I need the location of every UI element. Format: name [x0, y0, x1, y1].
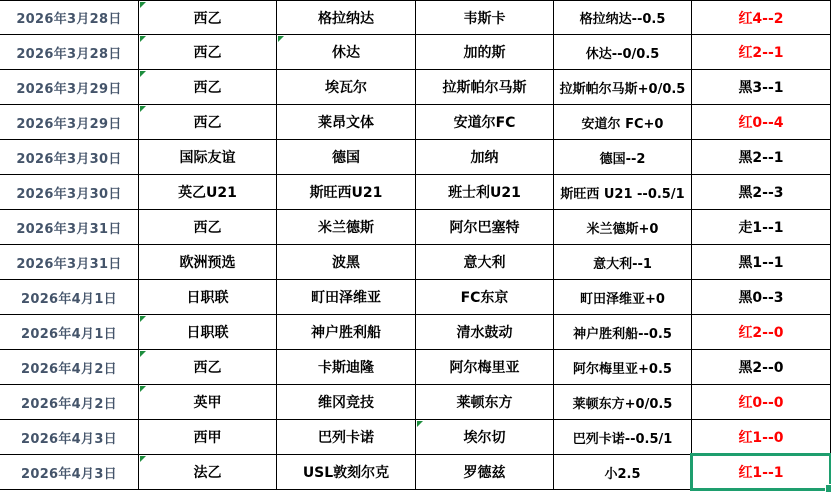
cell-result[interactable]: [692, 210, 831, 245]
cell-handicap[interactable]: [554, 35, 692, 70]
cell-text: 米兰德斯: [318, 220, 374, 236]
cell-text: 斯旺西U21: [309, 185, 383, 201]
cell-text: 西乙: [193, 220, 222, 236]
cell-text: 西乙: [193, 360, 222, 376]
cell-text: 拉斯帕尔马斯: [442, 80, 527, 96]
cell-league[interactable]: [139, 175, 277, 210]
cell-date[interactable]: [0, 0, 139, 35]
cell-text: 休达--0/0.5: [585, 46, 660, 62]
cell-text: 黑2--3: [738, 185, 784, 201]
cell-text: 町田泽维亚: [311, 290, 381, 306]
cell-league[interactable]: [139, 105, 277, 140]
cell-result[interactable]: [692, 140, 831, 175]
cell-handicap[interactable]: [554, 70, 692, 105]
cell-text: 红1--1: [738, 465, 784, 481]
cell-handicap[interactable]: [554, 280, 692, 315]
cell-text: 2026年3月30日: [16, 151, 122, 167]
cell-date[interactable]: [0, 210, 139, 245]
cell-handicap[interactable]: [554, 0, 692, 35]
cell-text: 日职联: [186, 325, 229, 341]
cell-text: 2026年3月31日: [16, 256, 122, 272]
cell-text: 红2--0: [738, 325, 784, 341]
cell-away[interactable]: [416, 315, 554, 350]
cell-date[interactable]: [0, 455, 139, 490]
cell-text: 英乙U21: [178, 185, 237, 201]
cell-home[interactable]: [277, 280, 416, 315]
error-flag-icon: [140, 351, 146, 357]
cell-away[interactable]: [416, 35, 554, 70]
cell-text: USL敦刻尔克: [302, 465, 390, 481]
error-flag-icon: [140, 316, 146, 322]
cell-text: 莱顿东方: [456, 395, 513, 411]
cell-text: 西甲: [193, 430, 222, 446]
cell-text: 黑3--1: [738, 80, 784, 96]
cell-home[interactable]: [277, 70, 416, 105]
cell-league[interactable]: [139, 455, 277, 490]
cell-home[interactable]: [277, 315, 416, 350]
cell-text: 国际友谊: [179, 150, 236, 166]
cell-text: 小2.5: [604, 466, 641, 482]
cell-league[interactable]: [139, 385, 277, 420]
cell-home[interactable]: [277, 385, 416, 420]
cell-text: 格拉纳达: [318, 10, 374, 27]
cell-text: 欧洲预选: [179, 255, 236, 271]
cell-away[interactable]: [416, 350, 554, 385]
cell-home[interactable]: [277, 140, 416, 175]
cell-text: 加的斯: [463, 45, 506, 61]
cell-text: 阿尔梅里亚+0.5: [573, 361, 672, 377]
cell-text: 红4--2: [738, 10, 784, 27]
cell-text: 法乙: [193, 465, 222, 481]
cell-text: 德国: [332, 150, 360, 166]
cell-text: 黑0--3: [738, 290, 784, 306]
cell-league[interactable]: [139, 350, 277, 385]
cell-text: 2026年4月2日: [21, 396, 117, 412]
cell-date[interactable]: [0, 70, 139, 105]
cell-text: 黑2--0: [738, 360, 784, 376]
cell-text: 休达: [332, 45, 360, 61]
error-flag-icon: [140, 106, 146, 112]
cell-handicap[interactable]: [554, 140, 692, 175]
cell-away[interactable]: [416, 140, 554, 175]
cell-result[interactable]: [692, 245, 831, 280]
error-flag-icon: [140, 36, 146, 42]
cell-away[interactable]: [416, 385, 554, 420]
fill-handle[interactable]: [825, 484, 831, 493]
cell-result[interactable]: [692, 0, 831, 35]
cell-text: 意大利: [463, 255, 506, 271]
cell-text: 波黑: [332, 255, 360, 271]
cell-text: 日职联: [186, 290, 229, 306]
error-flag-icon: [278, 36, 284, 42]
selected-cell[interactable]: [692, 455, 831, 490]
cell-text: 黑1--1: [738, 255, 784, 271]
cell-text: 红0--4: [738, 115, 784, 131]
cell-text: 安道尔FC: [453, 115, 516, 131]
cell-text: 巴列卡诺--0.5/1: [572, 431, 673, 447]
cell-result[interactable]: [692, 280, 831, 315]
cell-date[interactable]: [0, 105, 139, 140]
cell-text: 斯旺西 U21 --0.5/1: [560, 186, 685, 202]
cell-result[interactable]: [692, 315, 831, 350]
error-flag-icon: [140, 2, 146, 8]
cell-handicap[interactable]: [554, 210, 692, 245]
cell-result[interactable]: [692, 420, 831, 455]
cell-text: 2026年3月29日: [16, 81, 122, 97]
cell-text: 阿尔梅里亚: [449, 360, 520, 376]
cell-handicap[interactable]: [554, 175, 692, 210]
cell-home[interactable]: [277, 210, 416, 245]
cell-text: 2026年4月3日: [21, 431, 117, 447]
cell-league[interactable]: [139, 140, 277, 175]
cell-text: 黑2--1: [738, 150, 784, 166]
cell-result[interactable]: [692, 385, 831, 420]
cell-handicap[interactable]: [554, 420, 692, 455]
cell-league[interactable]: [139, 315, 277, 350]
cell-text: 拉斯帕尔马斯+0/0.5: [559, 81, 686, 97]
error-flag-icon: [417, 421, 423, 427]
cell-date[interactable]: [0, 245, 139, 280]
cell-text: 英甲: [193, 395, 222, 411]
cell-text: 西乙: [193, 45, 222, 61]
cell-away[interactable]: [416, 245, 554, 280]
cell-home[interactable]: [277, 35, 416, 70]
cell-text: 2026年3月28日: [16, 46, 122, 62]
cell-text: 红0--0: [738, 395, 784, 411]
cell-text: 2026年3月29日: [16, 116, 122, 132]
cell-text: 西乙: [193, 10, 222, 27]
cell-text: 阿尔巴塞特: [449, 220, 520, 236]
cell-date[interactable]: [0, 35, 139, 70]
cell-league[interactable]: [139, 70, 277, 105]
cell-text: 加纳: [470, 150, 499, 166]
cell-home[interactable]: [277, 455, 416, 490]
cell-text: 2026年4月1日: [21, 291, 117, 307]
cell-result[interactable]: [692, 70, 831, 105]
cell-handicap[interactable]: [554, 385, 692, 420]
cell-date[interactable]: [0, 350, 139, 385]
cell-handicap[interactable]: [554, 245, 692, 280]
cell-away[interactable]: [416, 280, 554, 315]
cell-text: 莱昂文体: [318, 115, 374, 131]
cell-handicap[interactable]: [554, 350, 692, 385]
cell-league[interactable]: [139, 0, 277, 35]
cell-home[interactable]: [277, 245, 416, 280]
cell-result[interactable]: [692, 175, 831, 210]
cell-text: 莱顿东方+0/0.5: [572, 396, 673, 412]
cell-text: 维冈竞技: [318, 395, 374, 411]
cell-text: 走1--1: [738, 220, 784, 236]
cell-away[interactable]: [416, 0, 554, 35]
cell-home[interactable]: [277, 175, 416, 210]
cell-text: 2026年4月2日: [21, 361, 117, 377]
cell-text: 神户胜利船--0.5: [573, 326, 672, 342]
cell-league[interactable]: [139, 245, 277, 280]
cell-text: 格拉纳达--0.5: [579, 12, 666, 27]
cell-home[interactable]: [277, 350, 416, 385]
cell-league[interactable]: [139, 35, 277, 70]
cell-result[interactable]: [692, 105, 831, 140]
cell-home[interactable]: [277, 420, 416, 455]
cell-text: 米兰德斯+0: [586, 221, 659, 237]
cell-text: 2026年3月28日: [16, 12, 122, 27]
cell-date[interactable]: [0, 140, 139, 175]
cell-text: 红2--1: [738, 45, 784, 61]
cell-handicap[interactable]: [554, 105, 692, 140]
cell-text: 巴列卡诺: [318, 430, 374, 446]
cell-result[interactable]: [692, 350, 831, 385]
cell-handicap[interactable]: [554, 315, 692, 350]
cell-date[interactable]: [0, 280, 139, 315]
error-flag-icon: [140, 71, 146, 77]
cell-text: 韦斯卡: [463, 10, 506, 27]
cell-date[interactable]: [0, 420, 139, 455]
cell-text: 2026年3月31日: [16, 221, 122, 237]
cell-result[interactable]: [692, 35, 831, 70]
cell-text: 西乙: [193, 80, 222, 96]
cell-text: 德国--2: [599, 151, 646, 167]
cell-text: 罗德兹: [463, 465, 506, 481]
cell-date[interactable]: [0, 385, 139, 420]
cell-away[interactable]: [416, 210, 554, 245]
cell-text: 卡斯迪隆: [318, 360, 374, 376]
cell-text: 2026年4月3日: [21, 466, 117, 482]
cell-away[interactable]: [416, 175, 554, 210]
cell-away[interactable]: [416, 70, 554, 105]
cell-home[interactable]: [277, 105, 416, 140]
cell-league[interactable]: [139, 210, 277, 245]
cell-text: 清水鼓动: [456, 325, 513, 341]
cell-date[interactable]: [0, 175, 139, 210]
cell-text: 安道尔 FC+0: [581, 116, 664, 132]
cell-away[interactable]: [416, 455, 554, 490]
error-flag-icon: [140, 386, 146, 392]
cell-away[interactable]: [416, 420, 554, 455]
cell-home[interactable]: [277, 0, 416, 35]
cell-text: 2026年4月1日: [21, 326, 117, 342]
cell-text: FC东京: [460, 290, 509, 306]
cell-date[interactable]: [0, 315, 139, 350]
cell-away[interactable]: [416, 105, 554, 140]
cell-text: 神户胜利船: [311, 325, 381, 341]
cell-text: 西乙: [193, 115, 222, 131]
error-flag-icon: [140, 456, 146, 462]
cell-text: 班士利U21: [448, 185, 521, 201]
cell-text: 意大利--1: [593, 256, 652, 272]
cell-text: 埃尔切: [463, 430, 506, 446]
cell-text: 2026年3月30日: [16, 186, 122, 202]
cell-handicap[interactable]: [554, 455, 692, 490]
cell-text: 红1--0: [738, 430, 784, 446]
cell-league[interactable]: [139, 280, 277, 315]
cell-text: 埃瓦尔: [325, 80, 367, 96]
cell-text: 町田泽维亚+0: [580, 291, 665, 307]
cell-league[interactable]: [139, 420, 277, 455]
